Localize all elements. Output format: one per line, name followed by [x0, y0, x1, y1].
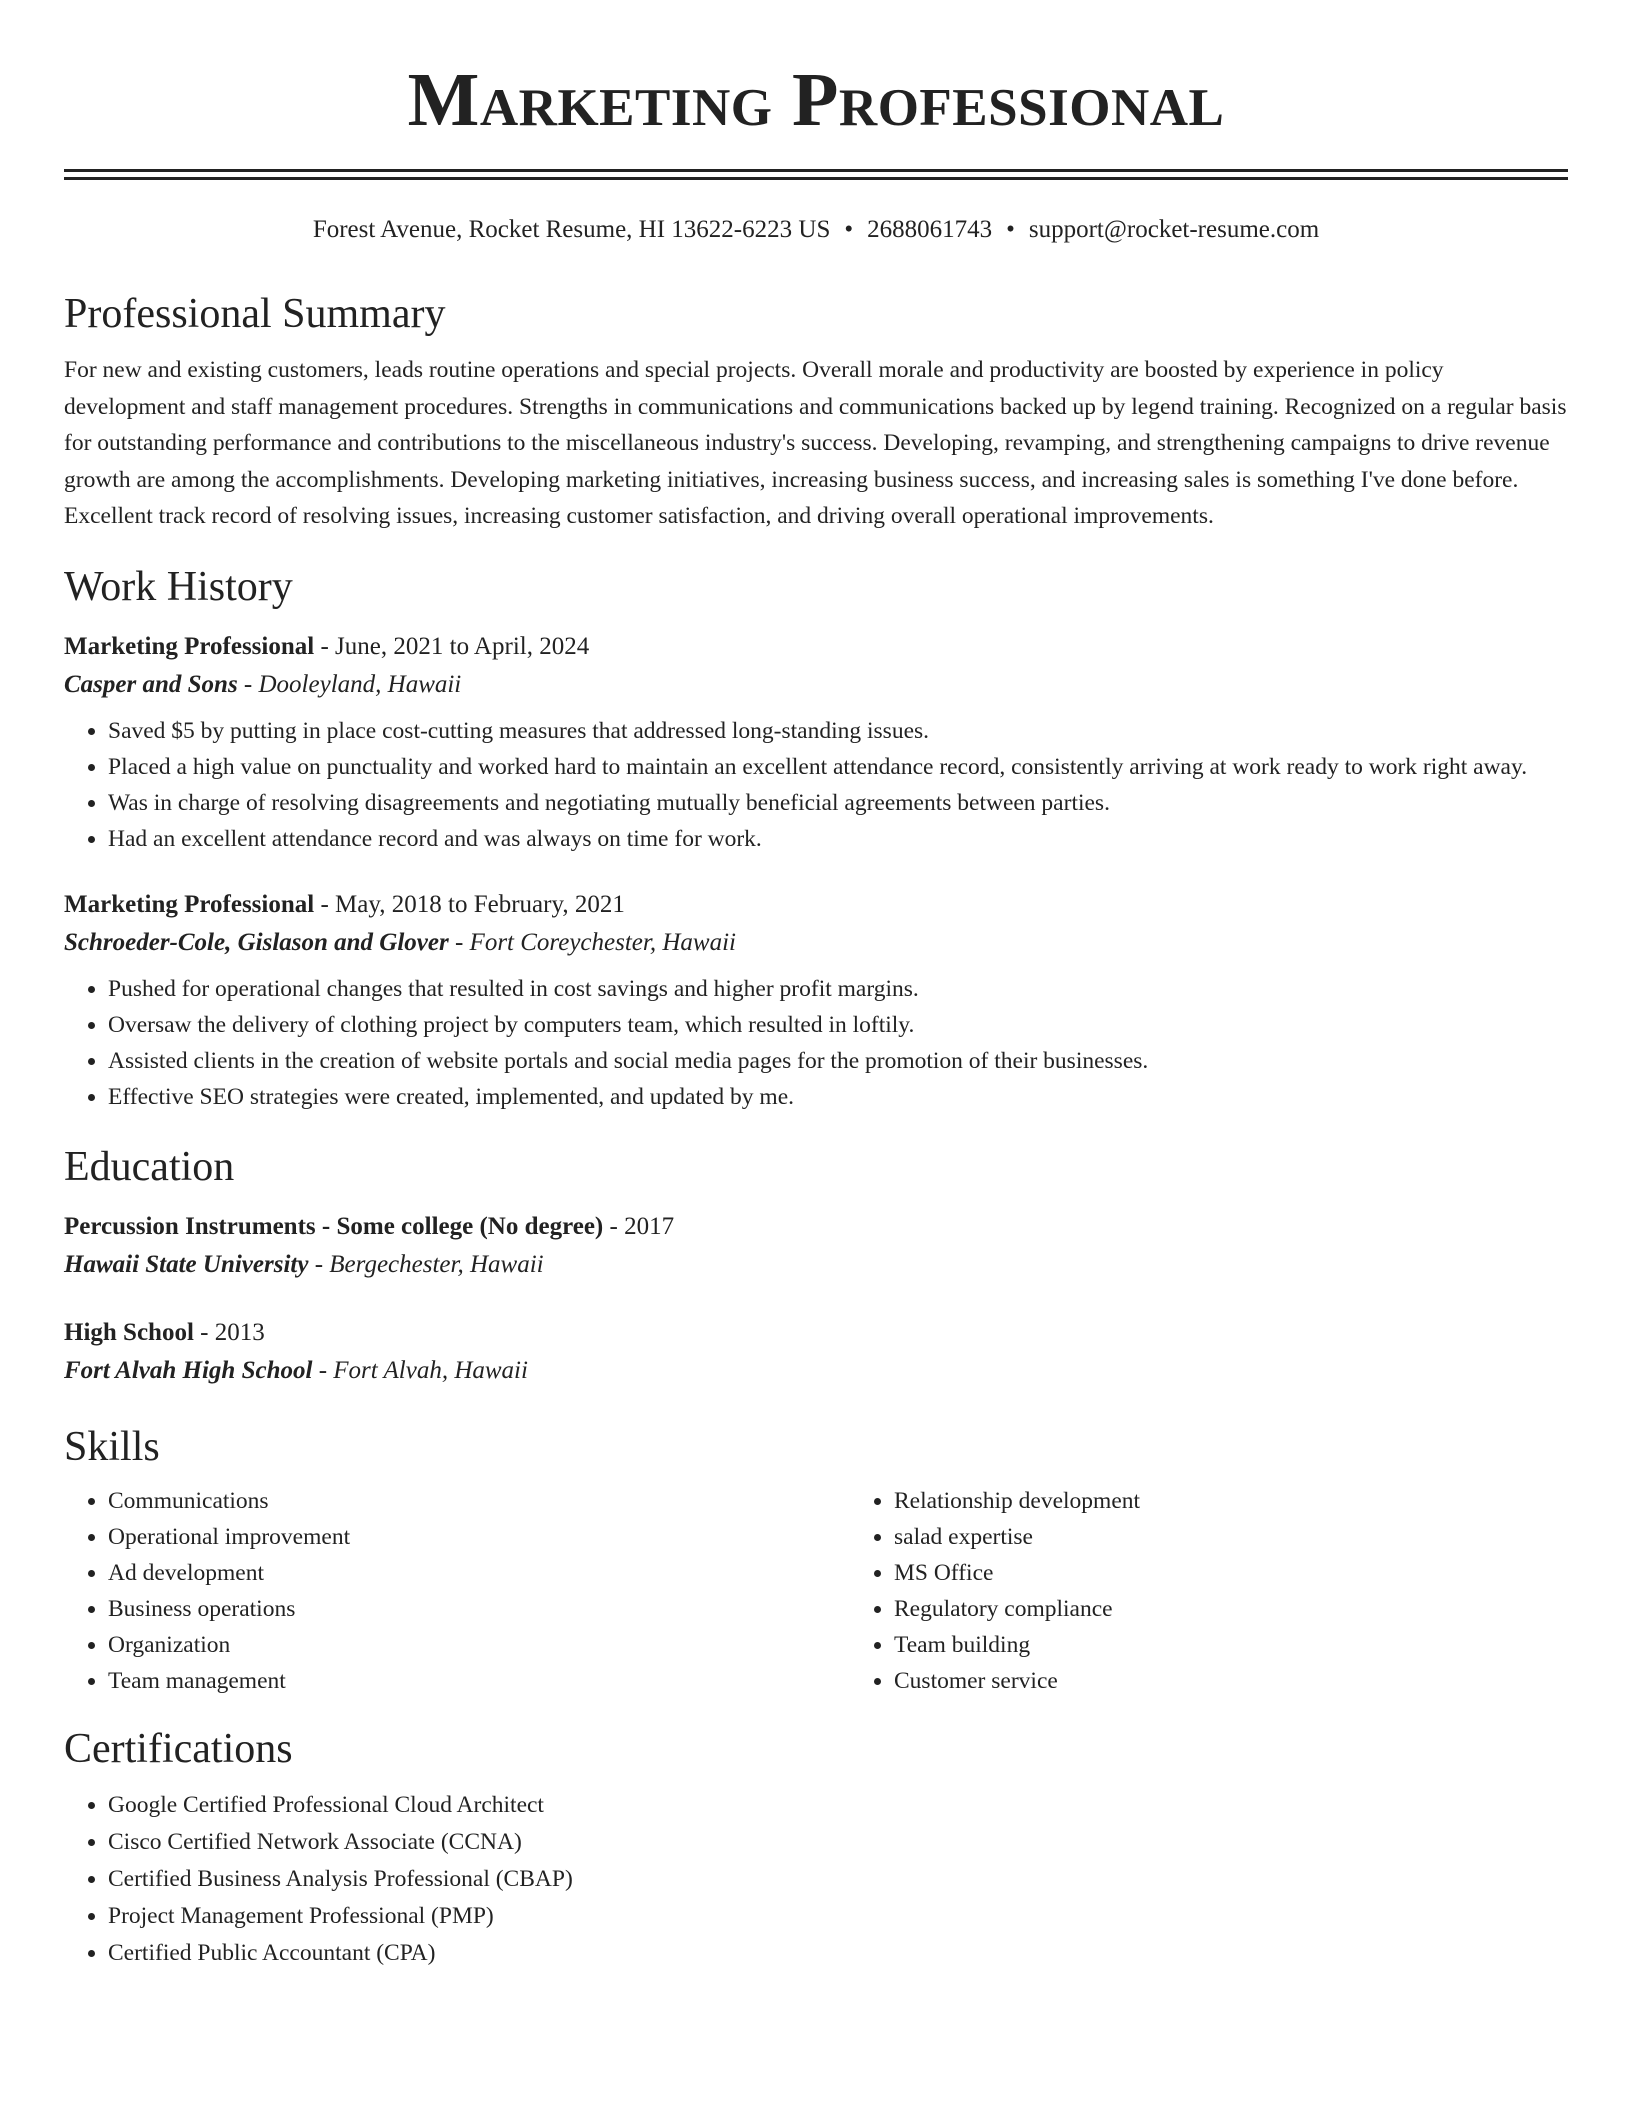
skills-heading: Skills — [64, 1423, 160, 1470]
job-bullet: • Effective SEO strategies were created, implemented, and updated by me. — [108, 1079, 1568, 1115]
certifications-heading: Certifications — [64, 1725, 293, 1772]
job-dates: - May, 2018 to February, 2021 — [314, 890, 625, 918]
education-year: - 2017 — [603, 1212, 675, 1240]
skills-columns — [64, 1483, 1568, 1699]
skill-item: • Operational improvement — [108, 1519, 850, 1555]
skill-item: • Ad development — [108, 1555, 850, 1591]
education-school-line — [64, 1351, 1568, 1391]
education-entry — [64, 1315, 1568, 1391]
job-company-line — [64, 665, 1568, 705]
job-bullet: • Assisted clients in the creation of website portals and social media pages for the promotion of their businesses. — [108, 1043, 1568, 1079]
job-company-line — [64, 923, 1568, 963]
contact-line — [64, 214, 1568, 246]
education-location: - Bergechester, Hawaii — [308, 1250, 544, 1278]
skill-item: • Team management — [108, 1663, 850, 1699]
job-title-line — [64, 887, 1568, 923]
job-bullet: • Saved $5 by putting in place cost-cutting measures that addressed long-standing issues. — [108, 713, 1568, 749]
job-title: Marketing Professional — [64, 632, 315, 660]
job-title-line — [64, 629, 1568, 665]
education-school-line — [64, 1245, 1568, 1285]
education-location: - Fort Alvah, Hawaii — [312, 1356, 528, 1384]
education-degree: High School — [64, 1318, 194, 1346]
job-bullets — [64, 713, 1568, 857]
job-bullet: • Pushed for operational changes that resulted in cost savings and higher profit margins. — [108, 971, 1568, 1007]
job-bullet: • Oversaw the delivery of clothing project by computers team, which resulted in loftily. — [108, 1007, 1568, 1043]
certification-item: • Certified Business Analysis Professional (CBAP) — [108, 1861, 1568, 1898]
contact-phone: 2688061743 — [867, 216, 993, 243]
job-entry — [64, 887, 1568, 1115]
education-entry — [64, 1209, 1568, 1285]
job-bullet: • Placed a high value on punctuality and worked hard to maintain an excellent attendance record, consistently arriving at work ready to work right away. — [108, 749, 1568, 785]
contact-separator: • — [1006, 216, 1015, 243]
skill-item: • salad expertise — [894, 1519, 1140, 1555]
skill-item: • Regulatory compliance — [894, 1591, 1140, 1627]
contact-address: Forest Avenue, Rocket Resume, HI 13622-6223 US — [312, 216, 831, 243]
job-company: Schroeder-Cole, Gislason and Glover — [64, 928, 449, 956]
skill-item: • Relationship development — [894, 1483, 1140, 1519]
job-bullet: • Had an excellent attendance record and was always on time for work. — [108, 821, 1568, 857]
job-entry — [64, 629, 1568, 857]
education-year: - 2013 — [193, 1318, 265, 1346]
contact-email: support@rocket-resume.com — [1028, 216, 1320, 243]
certifications-list — [64, 1787, 1568, 1972]
summary-text: For new and existing customers, leads routine operations and special projects. Overall morale and productivity are boosted by experience in policy development and staff management procedures. Strengths in communications and communications backed up by legend training. Recognized on a regular basis for outstanding performance and contributions to the miscellaneous industry's success. Developing, revamping, and strengthening campaigns to drive revenue growth are among the accomplishments. Developing marketing initiatives, increasing business success, and increasing sales is something I've done before. Excellent track record of resolving issues, increasing customer satisfaction, and driving overall operational improvements. — [64, 357, 1567, 530]
header-double-rule — [64, 169, 1568, 180]
work-history-heading: Work History — [64, 563, 293, 610]
certification-item: • Project Management Professional (PMP) — [108, 1898, 1568, 1935]
education-degree: Percussion Instruments - Some college (No degree) — [64, 1212, 604, 1240]
skill-item: • MS Office — [894, 1555, 1140, 1591]
certification-item: • Cisco Certified Network Associate (CCNA) — [108, 1824, 1568, 1861]
skill-item: • Customer service — [894, 1663, 1140, 1699]
skill-item: • Communications — [108, 1483, 850, 1519]
education-degree-line — [64, 1209, 1568, 1245]
certification-item: • Google Certified Professional Cloud Architect — [108, 1787, 1568, 1824]
skill-item: • Business operations — [108, 1591, 850, 1627]
resume-name: Marketing Professional — [407, 58, 1225, 142]
education-heading: Education — [64, 1143, 235, 1190]
job-company: Casper and Sons — [64, 670, 238, 698]
skills-list-right — [850, 1483, 1140, 1699]
education-school: Fort Alvah High School — [64, 1356, 313, 1384]
skills-list-left — [64, 1483, 850, 1699]
education-degree-line — [64, 1315, 1568, 1351]
job-title: Marketing Professional — [64, 890, 315, 918]
contact-separator: • — [844, 216, 854, 243]
skill-item: • Organization — [108, 1627, 850, 1663]
job-location: - Fort Coreychester, Hawaii — [448, 928, 736, 956]
education-school: Hawaii State University — [64, 1250, 309, 1278]
job-location: - Dooleyland, Hawaii — [237, 670, 462, 698]
job-dates: - June, 2021 to April, 2024 — [314, 632, 590, 660]
summary-heading: Professional Summary — [64, 291, 446, 337]
certification-item: • Certified Public Accountant (CPA) — [108, 1935, 1568, 1972]
skill-item: • Team building — [894, 1627, 1140, 1663]
job-bullet: • Was in charge of resolving disagreements and negotiating mutually beneficial agreements between parties. — [108, 785, 1568, 821]
job-bullets — [64, 971, 1568, 1115]
